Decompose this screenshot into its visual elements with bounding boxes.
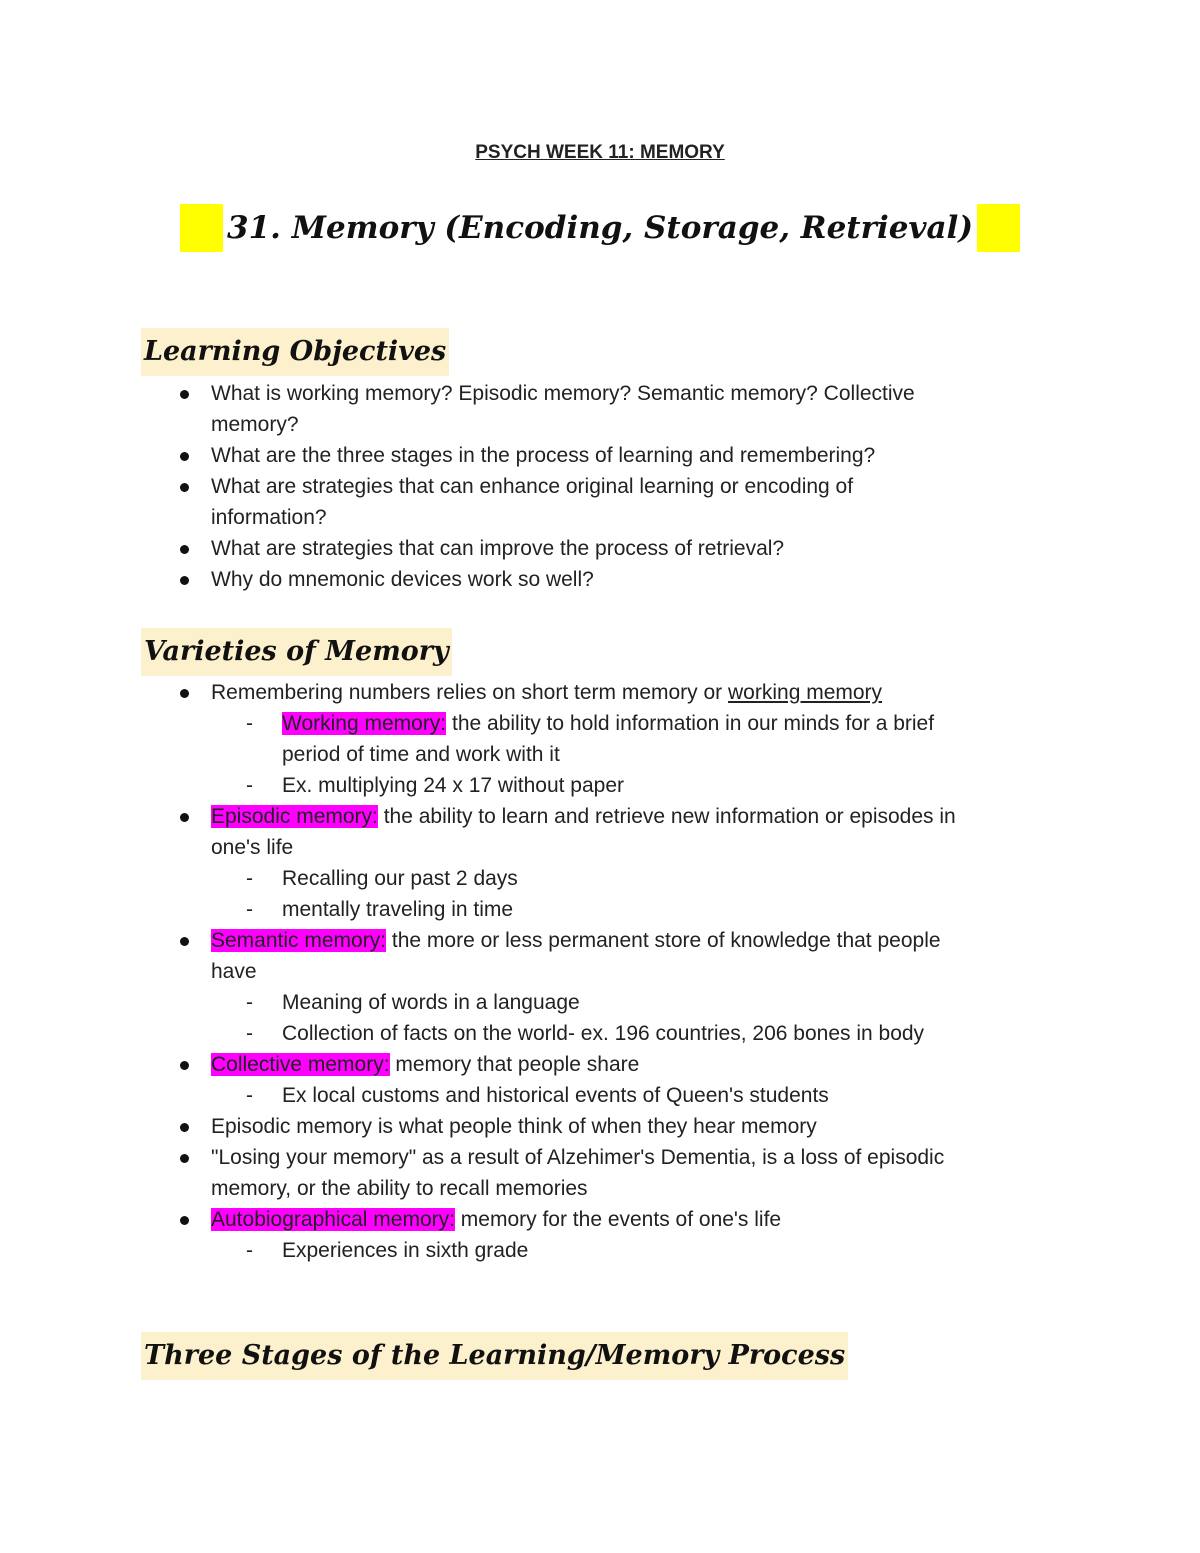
list-subitem: - Meaning of words in a language — [211, 987, 1061, 1018]
list-subitem: - Recalling our past 2 days — [211, 863, 1061, 894]
term-highlight: Episodic memory: — [211, 805, 378, 828]
list-subitem: - Collection of facts on the world- ex. 196 countries, 206 bones in body — [211, 1018, 1061, 1049]
term-highlight: Collective memory: — [211, 1053, 390, 1076]
term-highlight: Working memory: — [282, 712, 447, 735]
list-item: "Losing your memory" as a result of Alzehimer's Dementia, is a loss of episodic memory, or the ability to recall memories — [211, 1142, 1061, 1204]
list-item: Episodic memory is what people think of when they hear memory — [211, 1111, 1061, 1142]
list-subitem: - Working memory: the ability to hold information in our minds for a brief period of time and work with it — [211, 708, 1061, 770]
varieties-list — [211, 677, 1061, 1266]
working-memory-link: working memory — [728, 681, 883, 704]
list-subitem: - Ex. multiplying 24 x 17 without paper — [211, 770, 1061, 801]
list-item: What are strategies that can improve the process of retrieval? — [211, 533, 1061, 564]
list-item: Episodic memory: the ability to learn and retrieve new information or episodes in one's life — [211, 801, 1061, 863]
list-subitem: - Experiences in sixth grade — [211, 1235, 1061, 1266]
learning-objectives-heading: Learning Objectives — [141, 328, 449, 376]
varieties-heading: Varieties of Memory — [141, 628, 452, 676]
term-highlight: Semantic memory: — [211, 929, 387, 952]
main-title-highlight — [180, 204, 1020, 252]
list-item: What is working memory? Episodic memory? Semantic memory? Collective memory? — [211, 378, 1061, 440]
learning-objectives-list — [211, 378, 1061, 595]
list-subitem: - mentally traveling in time — [211, 894, 1061, 925]
term-highlight: Autobiographical memory: — [211, 1208, 455, 1231]
main-title: 31. Memory (Encoding, Storage, Retrieval) — [223, 204, 977, 252]
list-item: Collective memory: memory that people share — [211, 1049, 1061, 1080]
list-item: Autobiographical memory: memory for the events of one's life — [211, 1204, 1061, 1235]
three-stages-heading: Three Stages of the Learning/Memory Process — [141, 1332, 848, 1380]
list-item: Why do mnemonic devices work so well? — [211, 564, 1061, 595]
list-subitem: - Ex local customs and historical events of Queen's students — [211, 1080, 1061, 1111]
page-header: PSYCH WEEK 11: MEMORY — [475, 142, 725, 163]
list-item: What are strategies that can enhance original learning or encoding of information? — [211, 471, 1061, 533]
list-item: Remembering numbers relies on short term memory or working memory — [211, 677, 1061, 708]
list-item: What are the three stages in the process of learning and remembering? — [211, 440, 1061, 471]
list-item: Semantic memory: the more or less permanent store of knowledge that people have — [211, 925, 1061, 987]
